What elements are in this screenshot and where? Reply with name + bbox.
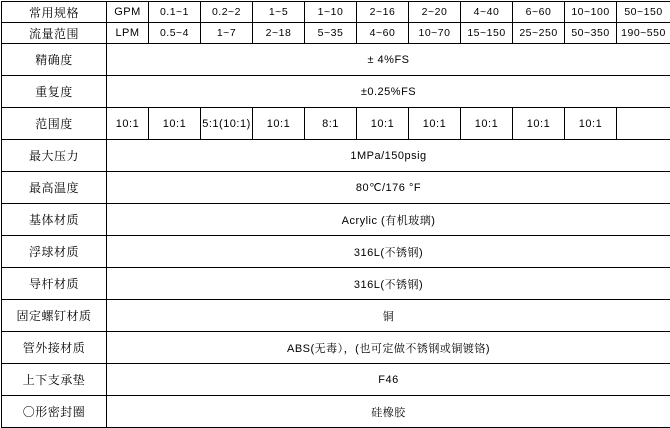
row-label: 范围度 [2, 108, 107, 140]
ratio-cell: 10:1 [149, 108, 201, 140]
range-cell: 1~5 [253, 2, 305, 23]
row-value: 硅橡胶 [107, 396, 670, 428]
table-row [2, 2, 670, 23]
row-label: 固定螺钉材质 [2, 300, 107, 332]
row-value: ± 4%FS [107, 44, 670, 76]
range-cell: 10~70 [409, 23, 461, 44]
range-cell: 0.1~1 [149, 2, 201, 23]
ratio-cell: 10:1 [461, 108, 513, 140]
range-cell: 6~60 [513, 2, 565, 23]
row-value: ABS(无毒），(也可定做不锈钢或铜镀铬) [107, 332, 670, 364]
range-cell: 5~35 [305, 23, 357, 44]
table-row [2, 108, 670, 140]
ratio-cell: 8:1 [305, 108, 357, 140]
row-label: 精确度 [2, 44, 107, 76]
ratio-cell: 10:1 [409, 108, 461, 140]
row-label: 上下支承垫 [2, 364, 107, 396]
range-cell: 15~150 [461, 23, 513, 44]
table-row [2, 172, 670, 204]
row-label: 〇形密封圈 [2, 396, 107, 428]
ratio-cell: 10:1 [253, 108, 305, 140]
range-cell: 4~40 [461, 2, 513, 23]
table-row [2, 300, 670, 332]
table-row [2, 23, 670, 44]
row-value: 80℃/176 °F [107, 172, 670, 204]
row-unit: LPM [107, 23, 149, 44]
range-cell: 1~7 [201, 23, 253, 44]
range-cell: 25~250 [513, 23, 565, 44]
row-label: 管外接材质 [2, 332, 107, 364]
range-cell: 2~18 [253, 23, 305, 44]
ratio-cell: 10:1 [565, 108, 617, 140]
row-value: 1MPa/150psig [107, 140, 670, 172]
range-cell: 2~20 [409, 2, 461, 23]
table-row [2, 364, 670, 396]
range-cell: 4~60 [357, 23, 409, 44]
range-cell: 50~350 [565, 23, 617, 44]
row-label: 浮球材质 [2, 236, 107, 268]
row-label: 重复度 [2, 76, 107, 108]
row-label: 流量范围 [2, 23, 107, 44]
row-label: 导杆材质 [2, 268, 107, 300]
ratio-cell: 10:1 [513, 108, 565, 140]
table-row [2, 236, 670, 268]
row-value: 316L(不锈钢) [107, 236, 670, 268]
range-cell: 50~150 [617, 2, 670, 23]
table-row [2, 268, 670, 300]
row-value: 316L(不锈钢) [107, 268, 670, 300]
row-value: F46 [107, 364, 670, 396]
table-row [2, 76, 670, 108]
table-row [2, 140, 670, 172]
range-cell: 0.5~4 [149, 23, 201, 44]
table-row [2, 396, 670, 428]
row-unit: GPM [107, 2, 149, 23]
range-cell: 1~10 [305, 2, 357, 23]
range-cell: 0.2~2 [201, 2, 253, 23]
row-value: Acrylic (有机玻璃) [107, 204, 670, 236]
range-cell: 10~100 [565, 2, 617, 23]
range-cell: 2~16 [357, 2, 409, 23]
ratio-cell: 5:1(10:1) [201, 108, 253, 140]
table-row [2, 204, 670, 236]
ratio-cell: 10:1 [107, 108, 149, 140]
row-label: 常用规格 [2, 2, 107, 23]
ratio-cell: 10:1 [357, 108, 409, 140]
table-row [2, 332, 670, 364]
specification-table [1, 1, 670, 428]
row-label: 最大压力 [2, 140, 107, 172]
row-label: 最高温度 [2, 172, 107, 204]
row-value: 铜 [107, 300, 670, 332]
row-label: 基体材质 [2, 204, 107, 236]
table-row [2, 44, 670, 76]
row-value: ±0.25%FS [107, 76, 670, 108]
range-cell: 190~550 [617, 23, 670, 44]
